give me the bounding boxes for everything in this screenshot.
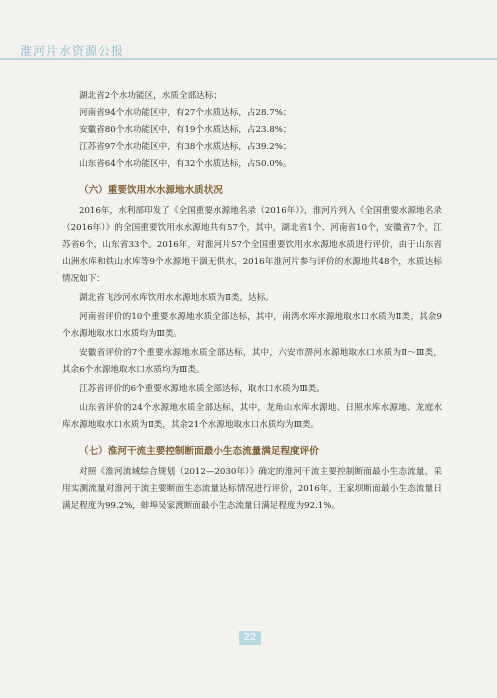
province-line-shandong: 山东省64个水功能区中，有32个水质达标，占50.0%。 xyxy=(79,159,292,169)
province-line-jiangsu: 江苏省97个水功能区中，有38个水质达标，占39.2%； xyxy=(79,142,292,152)
header-rule xyxy=(0,58,497,60)
province-line-hubei: 湖北省2个水功能区，水质全部达标； xyxy=(79,91,222,101)
drinking-water-intro: 2016年，水利部印发了《全国重要水源地名录（2016年）》，淮河片列入《全国重要水源地名录（2016年）》的全国重要饮用水水源地共有57个，其中，湖北省1个、河南省10个，安徽省7个，江苏省6个，山东省33个。2016年，对淮河片57个全国重要饮用水水源地水质进行评价，由于山东省山洲水库和铁山水库等9个水源地干涸无供水，2016年淮河片参与评价的水源地共48个，水质达标情况如下： xyxy=(62,206,442,284)
section-heading-ecological-flow: （七）淮河干流主要控制断面最小生态流量满足程度评价 xyxy=(79,446,319,457)
page-number: 22 xyxy=(239,631,261,645)
province-line-anhui: 安徽省80个水功能区中，有19个水质达标，占23.8%； xyxy=(79,125,292,135)
drinking-water-hubei: 湖北省飞沙河水库饮用水水源地水质为Ⅱ类，达标。 xyxy=(79,293,274,303)
drinking-water-anhui: 安徽省评价的7个重要水源地水质全部达标，其中，六安市淠河水源地取水口水质为Ⅱ～Ⅲ类，其余6个水源地取水口水质均为Ⅲ类。 xyxy=(62,348,442,375)
page-content xyxy=(62,88,442,515)
page-header xyxy=(0,0,497,60)
drinking-water-henan: 河南省评价的10个重要水源地水质全部达标，其中，南湾水库水源地取水口水质为Ⅱ类，其余9个水源地取水口水质均为Ⅲ类。 xyxy=(62,312,442,339)
province-line-henan: 河南省94个水功能区中，有27个水质达标，占28.7%； xyxy=(79,108,292,118)
drinking-water-shandong: 山东省评价的24个水源地水质全部达标，其中，龙角山水库水源地、日照水库水源地、龙庭水库水源地取水口水质为Ⅱ类，其余21个水源地取水口水质均为Ⅲ类。 xyxy=(62,403,442,430)
drinking-water-jiangsu: 江苏省评价的6个重要水源地水质全部达标，取水口水质为Ⅲ类。 xyxy=(79,384,325,394)
ecological-flow-body: 对照《淮河流域综合规划（2012—2030年）》确定的淮河干流主要控制断面最小生态流量，采用实测流量对淮河干流主要断面生态流量达标情况进行评价，2016年，王家坝断面最小生态流量日满足程度为99.2%，蚌埠吴家渡断面最小生态流量日满足程度为92.1%。 xyxy=(62,467,442,511)
section-heading-drinking-water: （六）重要饮用水水源地水质状况 xyxy=(79,185,223,196)
publication-title: 淮河片水资源公报 xyxy=(20,44,125,58)
